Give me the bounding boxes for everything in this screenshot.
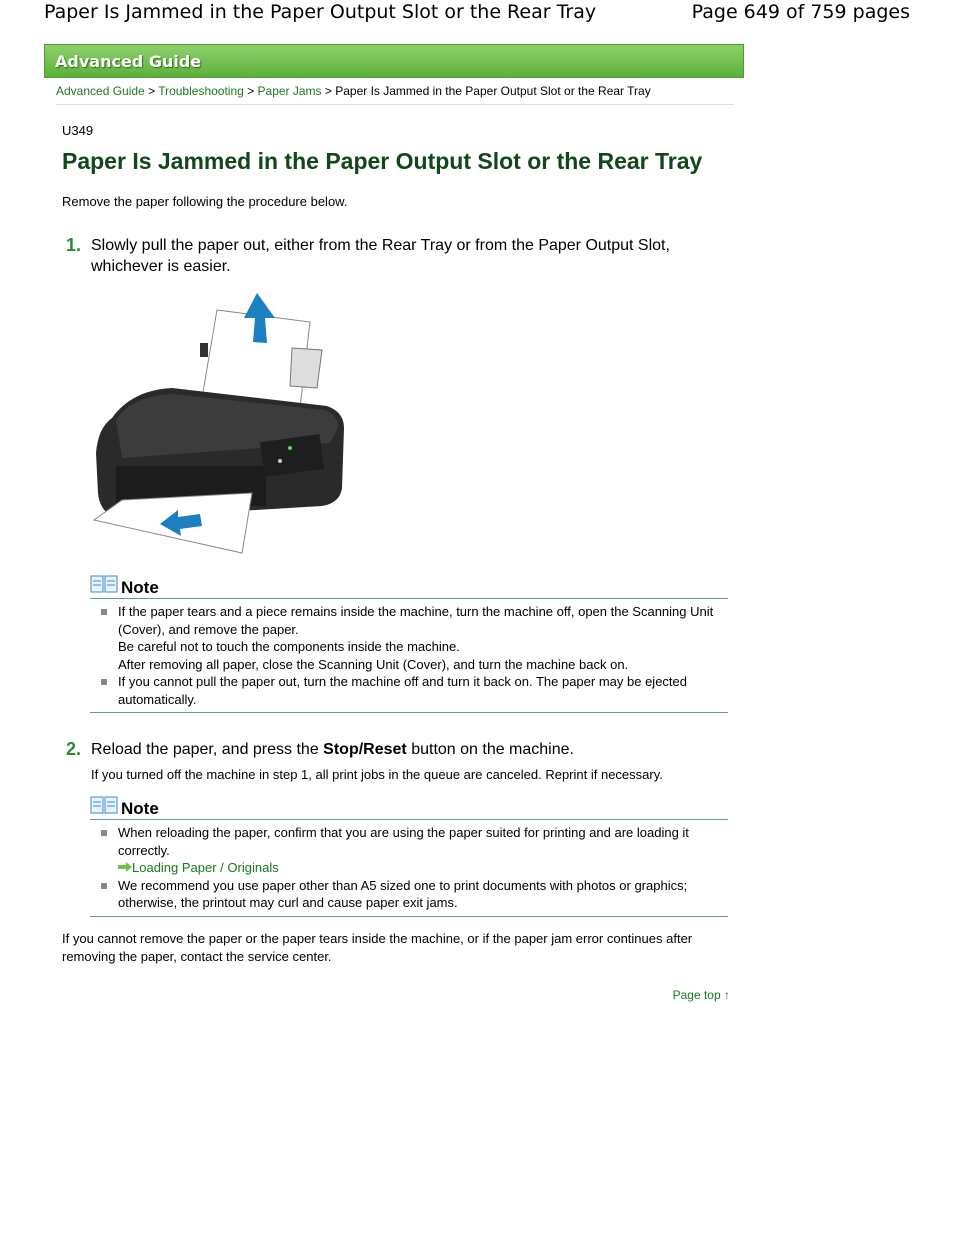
breadcrumb-advanced-guide[interactable]: Advanced Guide: [56, 84, 145, 98]
doc-code: U349: [62, 123, 94, 138]
bullet-square: [101, 883, 107, 889]
note-text: If you cannot pull the paper out, turn the machine off and turn it back on. The paper may be ejected automatically.: [118, 674, 687, 707]
step-2-number: 2.: [66, 739, 82, 759]
intro-text: Remove the paper following the procedure below.: [62, 194, 348, 209]
note-book-icon: [90, 574, 118, 594]
step-2-subtext: If you turned off the machine in step 1, all print jobs in the queue are canceled. Reprint if necessary.: [91, 767, 663, 782]
note-text: Be careful not to touch the components inside the machine.: [118, 639, 460, 654]
step-2-pre: Reload the paper, and press the: [91, 741, 324, 758]
breadcrumb-troubleshooting[interactable]: Troubleshooting: [158, 84, 244, 98]
note-label: Note: [121, 799, 159, 818]
list-item: [118, 877, 728, 912]
note-text: If the paper tears and a piece remains inside the machine, turn the machine off, open the Scanning Unit (Cover), and remove the paper.: [118, 604, 714, 637]
closing-text: If you cannot remove the paper or the paper tears inside the machine, or if the paper jam error continues after removing the paper, contact the service center.: [62, 931, 693, 964]
step-2-text: [91, 739, 731, 760]
step-1-text: Slowly pull the paper out, either from the Rear Tray or from the Paper Output Slot, whichever is easier.: [91, 237, 670, 275]
breadcrumb-current: Paper Is Jammed in the Paper Output Slot or the Rear Tray: [335, 84, 651, 98]
page-title: Paper Is Jammed in the Paper Output Slot or the Rear Tray: [62, 148, 703, 174]
page-top-link[interactable]: [673, 988, 730, 1002]
banner-label: Advanced Guide: [55, 52, 202, 71]
note-text: After removing all paper, close the Scanning Unit (Cover), and turn the machine back on.: [118, 656, 629, 672]
step-1-number: 1.: [66, 235, 82, 255]
breadcrumb-sep: >: [243, 84, 258, 98]
bullet-square: [101, 609, 107, 615]
note-label: Note: [121, 578, 159, 597]
list-item: [118, 824, 728, 877]
list-item: [118, 673, 728, 708]
note-box-1: [90, 574, 728, 713]
page-header-title: Paper Is Jammed in the Paper Output Slot or the Rear Tray: [44, 1, 597, 23]
bullet-square: [101, 679, 107, 685]
note-text: We recommend you use paper other than A5 sized one to print documents with photos or graphics; otherwise, the printout may curl and cause paper exit jams.: [118, 877, 688, 910]
note-header: [90, 574, 728, 599]
page-number: Page 649 of 759 pages: [691, 1, 910, 23]
bullet-square: [101, 830, 107, 836]
step-2-post: button on the machine.: [406, 741, 574, 758]
note-box-2: [90, 795, 728, 917]
breadcrumb-paper-jams[interactable]: Paper Jams: [257, 84, 322, 98]
page-top-label[interactable]: Page top: [672, 988, 721, 1002]
loading-paper-link-text[interactable]: Loading Paper / Originals: [132, 860, 279, 875]
note-book-icon: [90, 795, 118, 815]
arrow-right-icon: [118, 862, 132, 872]
loading-paper-link[interactable]: [118, 860, 279, 875]
stop-reset-button-name: Stop/Reset: [323, 741, 407, 758]
breadcrumb: [56, 84, 734, 105]
advanced-guide-banner: [44, 44, 744, 78]
note-text: When reloading the paper, confirm that you are using the paper suited for printing and are loading it correctly.: [118, 825, 689, 858]
breadcrumb-sep: >: [144, 84, 159, 98]
note-header: [90, 795, 728, 820]
arrow-up-icon: ↑: [724, 988, 730, 1002]
breadcrumb-sep: >: [321, 84, 336, 98]
list-item: [118, 603, 728, 673]
printer-paper-jam-illustration: [92, 288, 348, 562]
